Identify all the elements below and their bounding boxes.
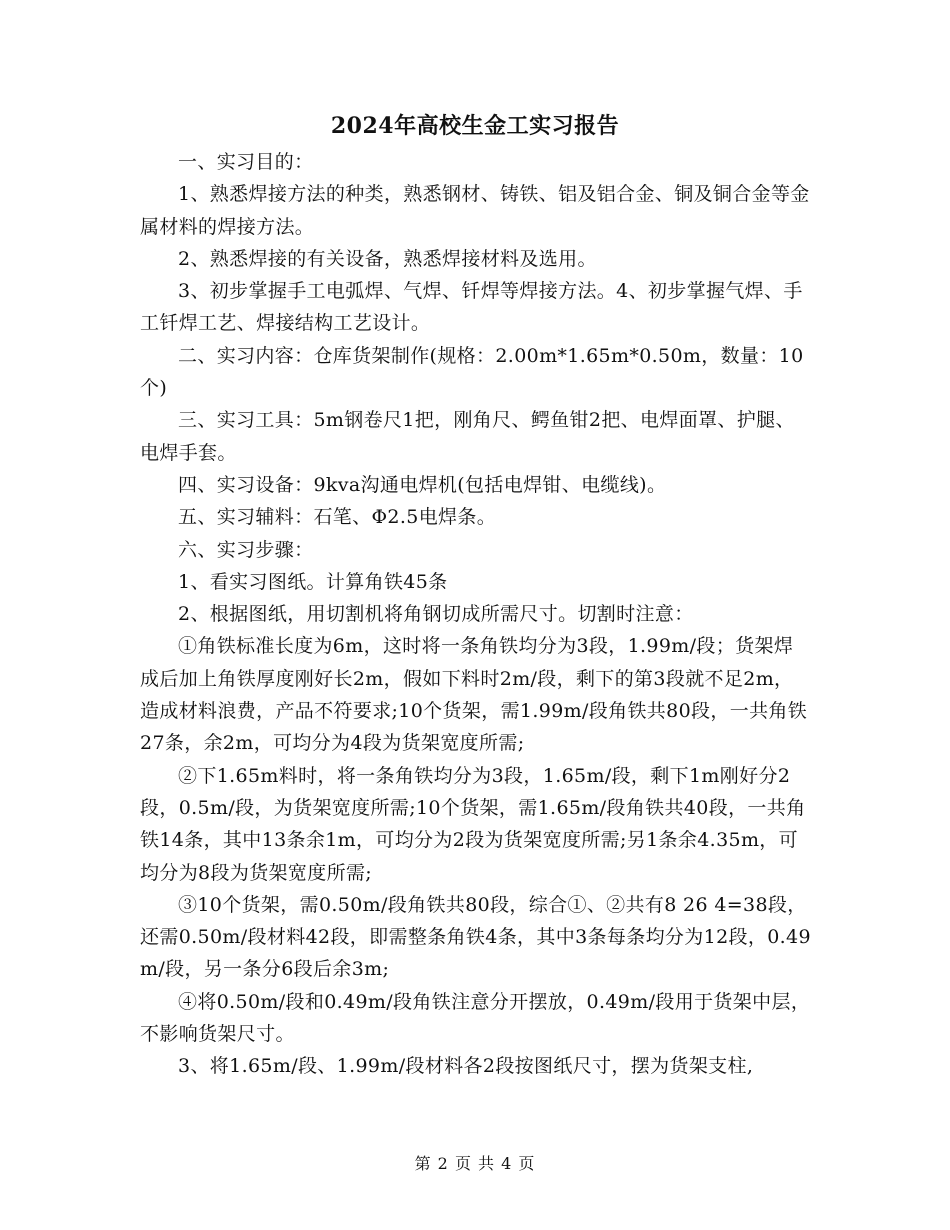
paragraph: 2、熟悉焊接的有关设备，熟悉焊接材料及选用。 (178, 247, 597, 270)
document-body (140, 146, 812, 1083)
paragraph: 3、初步掌握手工电弧焊、气焊、钎焊等焊接方法。4、初步掌握气焊、手工钎焊工艺、焊接结构工艺设计。 (140, 280, 803, 335)
paragraph: ②下1.65m料时，将一条角铁均分为3段，1.65m/段，剩下1m刚好分2段，0.5m/段，为货架宽度所需;10个货架，需1.65m/段角铁共40段，一共角铁14条，其中13条余1m，可均分为2段为货架宽度所需;另1条余4.35m，可均分为8段为货架宽度所需; (140, 764, 806, 884)
paragraph: 三、实习工具：5m钢卷尺1把，刚角尺、鳄鱼钳2把、电焊面罩、护腿、电焊手套。 (140, 409, 795, 464)
paragraph: 2、根据图纸，用切割机将角钢切成所需尺寸。切割时注意： (178, 603, 694, 626)
paragraph: ①角铁标准长度为6m，这时将一条角铁均分为3段，1.99m/段；货架焊成后加上角铁厚度刚好长2m，假如下料时2m/段，剩下的第3段就不足2m，造成材料浪费，产品不符要求;10个货架，需1.99m/段角铁共80段，一共角铁27条，余2m，可均分为4段为货架宽度所需; (140, 635, 808, 755)
section-heading-purpose: 一、实习目的： (178, 151, 314, 173)
paragraph: ④将0.50m/段和0.49m/段角铁注意分开摆放，0.49m/段用于货架中层，不影响货架尺寸。 (140, 990, 811, 1046)
paragraph: ③10个货架，需0.50m/段角铁共80段，综合①、②共有8 26 4=38段，还需0.50m/段材料42段，即需整条角铁4条，其中3条每条均分为12段，0.49m/段，另一条分6段后余3m; (140, 893, 811, 981)
paragraph: 3、将1.65m/段、1.99m/段材料各2段按图纸尺寸，摆为货架支柱, (178, 1055, 754, 1078)
paragraph: 1、看实习图纸。计算角铁45条 (178, 570, 448, 593)
page-footer: 第 2 页 共 4 页 (414, 1154, 536, 1173)
paragraph: 1、熟悉焊接方法的种类，熟悉钢材、铸铁、铝及铝合金、铜及铜合金等金属材料的焊接方法。 (140, 183, 810, 238)
paragraph: 四、实习设备：9kva沟通电焊机(包括电焊钳、电缆线)。 (178, 473, 667, 496)
document-title: 2024年高校生金工实习报告 (330, 113, 620, 139)
paragraph: 二、实习内容：仓库货架制作(规格：2.00m*1.65m*0.50m，数量：10个) (140, 344, 804, 400)
section-heading-steps: 六、实习步骤： (178, 538, 314, 561)
paragraph: 五、实习辅料：石笔、Φ2.5电焊条。 (178, 506, 497, 529)
